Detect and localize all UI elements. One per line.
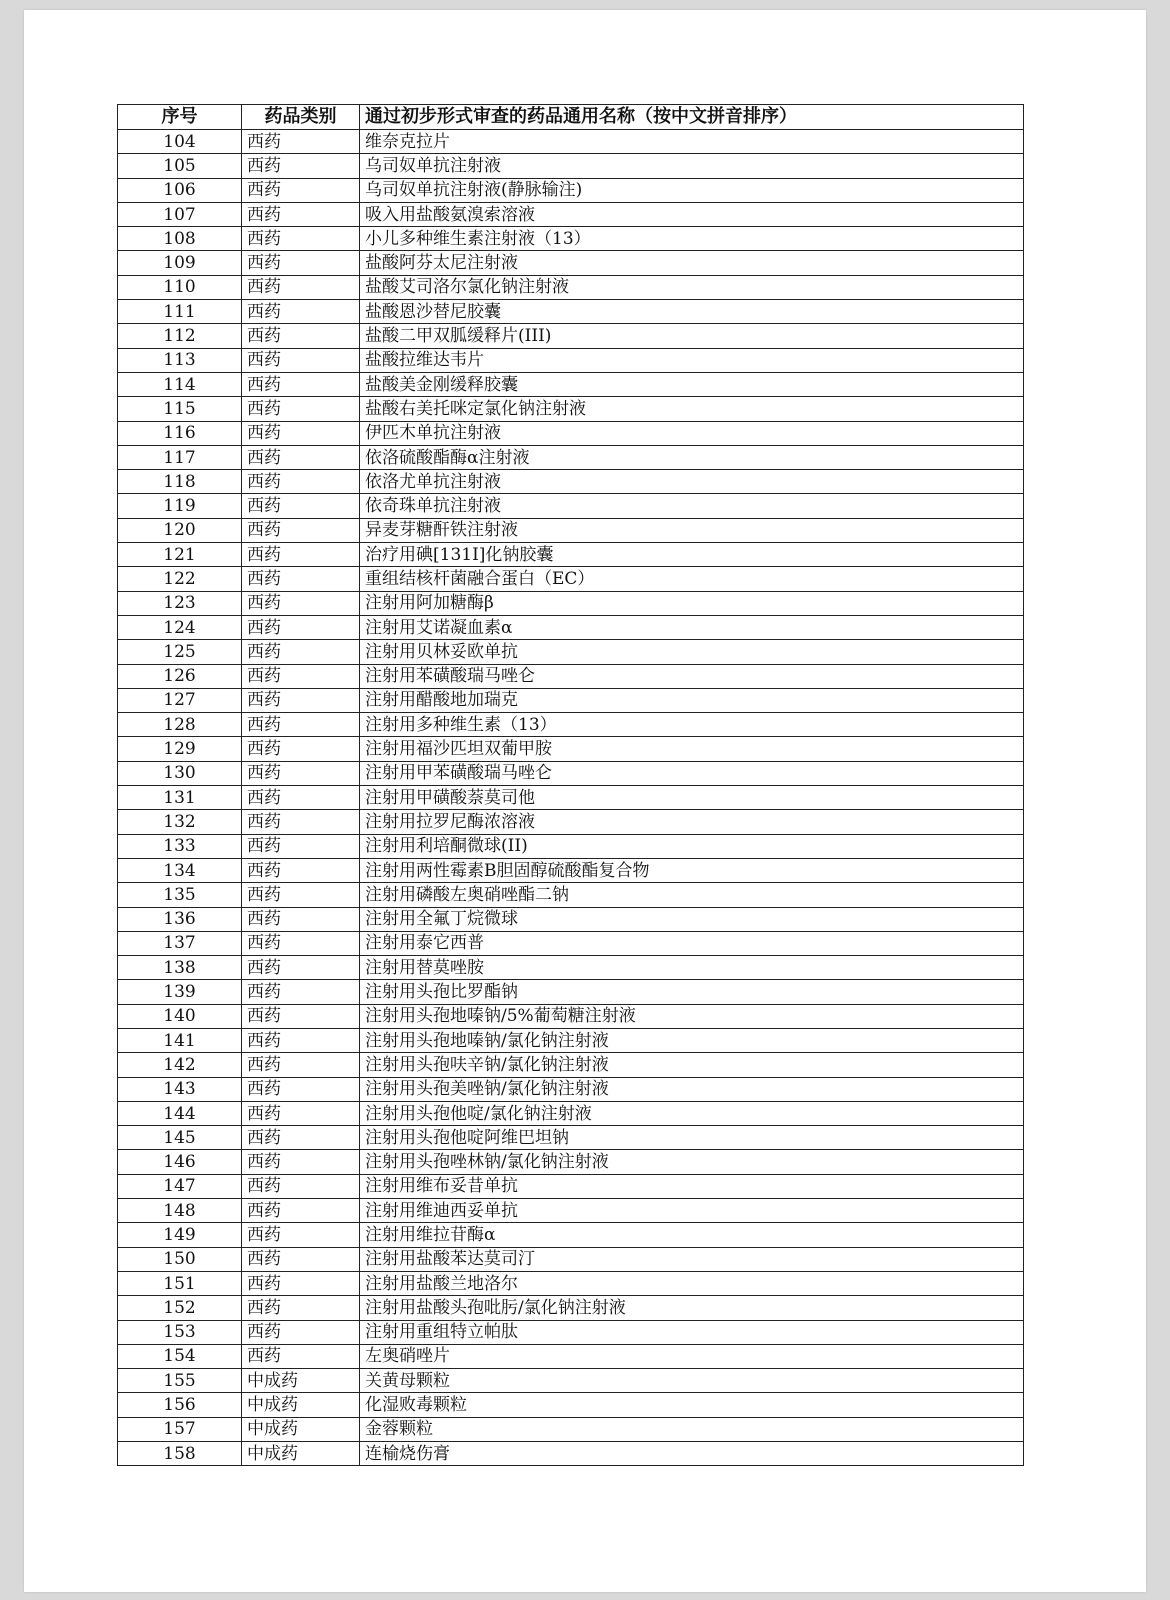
table-row [118,931,1024,955]
cell-drug-name: 注射用全氟丁烷微球 [360,907,1024,931]
cell-drug-name: 盐酸二甲双胍缓释片(III) [360,324,1024,348]
cell-drug-name: 注射用头孢他啶/氯化钠注射液 [360,1101,1024,1125]
table-row [118,567,1024,591]
cell-serial-number: 109 [118,251,242,275]
cell-serial-number: 125 [118,640,242,664]
cell-serial-number: 122 [118,567,242,591]
cell-drug-category: 西药 [242,883,360,907]
cell-drug-category: 西药 [242,1223,360,1247]
cell-drug-category: 西药 [242,615,360,639]
cell-drug-category: 中成药 [242,1442,360,1466]
cell-drug-category: 西药 [242,1296,360,1320]
cell-drug-category: 西药 [242,907,360,931]
cell-drug-category: 西药 [242,956,360,980]
cell-serial-number: 142 [118,1053,242,1077]
cell-drug-name: 注射用盐酸兰地洛尔 [360,1271,1024,1295]
cell-serial-number: 134 [118,858,242,882]
table-row [118,858,1024,882]
cell-drug-category: 西药 [242,1344,360,1368]
cell-drug-name: 金蓉颗粒 [360,1417,1024,1441]
cell-drug-name: 注射用维迪西妥单抗 [360,1199,1024,1223]
table-row [118,470,1024,494]
cell-drug-name: 乌司奴单抗注射液 [360,154,1024,178]
cell-serial-number: 158 [118,1442,242,1466]
cell-drug-name: 盐酸恩沙替尼胶囊 [360,300,1024,324]
cell-drug-category: 西药 [242,372,360,396]
cell-drug-category: 西药 [242,251,360,275]
cell-drug-category: 西药 [242,1320,360,1344]
table-row [118,494,1024,518]
cell-drug-name: 依洛尤单抗注射液 [360,470,1024,494]
cell-drug-name: 注射用头孢地嗪钠/氯化钠注射液 [360,1028,1024,1052]
cell-drug-category: 西药 [242,640,360,664]
cell-serial-number: 143 [118,1077,242,1101]
cell-serial-number: 116 [118,421,242,445]
cell-drug-name: 注射用苯磺酸瑞马唑仑 [360,664,1024,688]
cell-serial-number: 156 [118,1393,242,1417]
table-row [118,1393,1024,1417]
cell-drug-category: 西药 [242,1077,360,1101]
cell-drug-name: 维奈克拉片 [360,130,1024,154]
cell-drug-category: 西药 [242,1126,360,1150]
cell-drug-name: 依洛硫酸酯酶α注射液 [360,445,1024,469]
cell-drug-name: 注射用磷酸左奥硝唑酯二钠 [360,883,1024,907]
cell-drug-category: 西药 [242,470,360,494]
cell-drug-category: 西药 [242,1199,360,1223]
table-row [118,178,1024,202]
cell-drug-category: 西药 [242,1174,360,1198]
cell-drug-category: 西药 [242,1028,360,1052]
cell-drug-category: 西药 [242,397,360,421]
cell-serial-number: 104 [118,130,242,154]
cell-serial-number: 157 [118,1417,242,1441]
cell-drug-category: 中成药 [242,1369,360,1393]
table-row [118,275,1024,299]
cell-drug-category: 西药 [242,445,360,469]
cell-serial-number: 112 [118,324,242,348]
table-row [118,713,1024,737]
header-drug-name: 通过初步形式审查的药品通用名称（按中文拼音排序） [360,105,1024,130]
document-page [24,10,1146,1592]
cell-drug-category: 西药 [242,567,360,591]
cell-serial-number: 110 [118,275,242,299]
cell-drug-category: 西药 [242,664,360,688]
cell-serial-number: 113 [118,348,242,372]
cell-drug-category: 西药 [242,178,360,202]
cell-serial-number: 140 [118,1004,242,1028]
drug-list-table [117,104,1024,1466]
cell-drug-name: 注射用盐酸头孢吡肟/氯化钠注射液 [360,1296,1024,1320]
cell-drug-name: 注射用替莫唑胺 [360,956,1024,980]
cell-drug-name: 连榆烧伤膏 [360,1442,1024,1466]
cell-drug-category: 西药 [242,348,360,372]
cell-drug-category: 西药 [242,858,360,882]
cell-serial-number: 105 [118,154,242,178]
cell-drug-name: 盐酸右美托咪定氯化钠注射液 [360,397,1024,421]
cell-drug-category: 西药 [242,931,360,955]
cell-serial-number: 119 [118,494,242,518]
table-row [118,980,1024,1004]
cell-serial-number: 118 [118,470,242,494]
cell-serial-number: 136 [118,907,242,931]
table-row [118,348,1024,372]
table-row [118,834,1024,858]
cell-drug-name: 关黄母颗粒 [360,1369,1024,1393]
table-row [118,227,1024,251]
table-row [118,615,1024,639]
table-row [118,300,1024,324]
cell-serial-number: 131 [118,786,242,810]
cell-drug-name: 注射用维拉苷酶α [360,1223,1024,1247]
cell-serial-number: 120 [118,518,242,542]
cell-drug-name: 注射用盐酸苯达莫司汀 [360,1247,1024,1271]
cell-drug-category: 西药 [242,1271,360,1295]
cell-drug-name: 注射用多种维生素（13） [360,713,1024,737]
cell-drug-name: 伊匹木单抗注射液 [360,421,1024,445]
table-row [118,324,1024,348]
cell-serial-number: 132 [118,810,242,834]
table-row [118,1223,1024,1247]
cell-drug-category: 西药 [242,275,360,299]
cell-serial-number: 153 [118,1320,242,1344]
cell-drug-name: 注射用头孢比罗酯钠 [360,980,1024,1004]
cell-drug-name: 注射用两性霉素B胆固醇硫酸酯复合物 [360,858,1024,882]
table-body [118,130,1024,1466]
cell-drug-name: 左奥硝唑片 [360,1344,1024,1368]
table-row [118,202,1024,226]
table-row [118,1150,1024,1174]
cell-drug-name: 注射用头孢唑林钠/氯化钠注射液 [360,1150,1024,1174]
cell-drug-category: 西药 [242,810,360,834]
table-row [118,737,1024,761]
cell-drug-name: 小儿多种维生素注射液（13） [360,227,1024,251]
table-row [118,1053,1024,1077]
table-row [118,154,1024,178]
cell-drug-category: 西药 [242,227,360,251]
table-row [118,1174,1024,1198]
cell-drug-category: 西药 [242,713,360,737]
cell-drug-name: 吸入用盐酸氨溴索溶液 [360,202,1024,226]
table-row [118,1126,1024,1150]
table-row [118,1247,1024,1271]
cell-drug-name: 注射用醋酸地加瑞克 [360,688,1024,712]
table-row [118,1442,1024,1466]
cell-drug-category: 西药 [242,980,360,1004]
cell-drug-name: 治疗用碘[131I]化钠胶囊 [360,543,1024,567]
table-row [118,1028,1024,1052]
cell-drug-category: 西药 [242,543,360,567]
cell-drug-name: 盐酸美金刚缓释胶囊 [360,372,1024,396]
table-row [118,518,1024,542]
cell-drug-name: 注射用泰它西普 [360,931,1024,955]
cell-serial-number: 152 [118,1296,242,1320]
cell-drug-category: 西药 [242,518,360,542]
cell-drug-name: 注射用拉罗尼酶浓溶液 [360,810,1024,834]
table-row [118,1101,1024,1125]
table-row [118,445,1024,469]
cell-drug-category: 西药 [242,1101,360,1125]
cell-serial-number: 141 [118,1028,242,1052]
cell-serial-number: 124 [118,615,242,639]
cell-drug-category: 西药 [242,154,360,178]
cell-serial-number: 130 [118,761,242,785]
cell-drug-name: 注射用头孢地嗪钠/5%葡萄糖注射液 [360,1004,1024,1028]
cell-drug-name: 注射用头孢美唑钠/氯化钠注射液 [360,1077,1024,1101]
cell-drug-name: 盐酸拉维达韦片 [360,348,1024,372]
table-row [118,421,1024,445]
table-row [118,1320,1024,1344]
cell-drug-name: 注射用维布妥昔单抗 [360,1174,1024,1198]
table-row [118,883,1024,907]
header-drug-category: 药品类别 [242,105,360,130]
cell-drug-name: 化湿败毒颗粒 [360,1393,1024,1417]
cell-serial-number: 155 [118,1369,242,1393]
cell-serial-number: 127 [118,688,242,712]
cell-serial-number: 121 [118,543,242,567]
cell-serial-number: 107 [118,202,242,226]
cell-drug-name: 注射用贝林妥欧单抗 [360,640,1024,664]
cell-drug-category: 西药 [242,421,360,445]
cell-serial-number: 117 [118,445,242,469]
table-row [118,761,1024,785]
table-row [118,786,1024,810]
table-row [118,1369,1024,1393]
table-row [118,591,1024,615]
cell-drug-category: 西药 [242,591,360,615]
cell-drug-name: 注射用甲苯磺酸瑞马唑仑 [360,761,1024,785]
cell-drug-name: 依奇珠单抗注射液 [360,494,1024,518]
cell-serial-number: 106 [118,178,242,202]
cell-serial-number: 137 [118,931,242,955]
cell-drug-name: 注射用福沙匹坦双葡甲胺 [360,737,1024,761]
cell-drug-name: 注射用甲磺酸萘莫司他 [360,786,1024,810]
table-header-row [118,105,1024,130]
cell-drug-category: 西药 [242,130,360,154]
table-row [118,640,1024,664]
cell-serial-number: 128 [118,713,242,737]
table-row [118,130,1024,154]
cell-serial-number: 111 [118,300,242,324]
cell-drug-name: 注射用头孢他啶阿维巴坦钠 [360,1126,1024,1150]
cell-serial-number: 149 [118,1223,242,1247]
cell-drug-category: 西药 [242,761,360,785]
cell-serial-number: 148 [118,1199,242,1223]
table-row [118,1271,1024,1295]
cell-drug-category: 西药 [242,1150,360,1174]
cell-drug-name: 异麦芽糖酐铁注射液 [360,518,1024,542]
cell-drug-category: 西药 [242,324,360,348]
table-row [118,251,1024,275]
cell-serial-number: 126 [118,664,242,688]
table-row [118,688,1024,712]
cell-serial-number: 133 [118,834,242,858]
cell-drug-category: 西药 [242,737,360,761]
cell-drug-name: 注射用利培酮微球(II) [360,834,1024,858]
cell-serial-number: 114 [118,372,242,396]
cell-drug-category: 西药 [242,834,360,858]
cell-drug-name: 注射用阿加糖酶β [360,591,1024,615]
cell-drug-category: 西药 [242,688,360,712]
table-row [118,664,1024,688]
cell-serial-number: 151 [118,1271,242,1295]
table-row [118,810,1024,834]
table-row [118,1077,1024,1101]
table-row [118,1199,1024,1223]
cell-drug-name: 重组结核杆菌融合蛋白（EC） [360,567,1024,591]
cell-drug-category: 西药 [242,1053,360,1077]
cell-serial-number: 145 [118,1126,242,1150]
cell-serial-number: 144 [118,1101,242,1125]
cell-drug-category: 西药 [242,202,360,226]
cell-serial-number: 135 [118,883,242,907]
table-row [118,956,1024,980]
cell-serial-number: 139 [118,980,242,1004]
cell-drug-category: 西药 [242,1004,360,1028]
cell-drug-category: 西药 [242,494,360,518]
cell-serial-number: 115 [118,397,242,421]
cell-drug-category: 中成药 [242,1417,360,1441]
cell-serial-number: 146 [118,1150,242,1174]
cell-drug-name: 盐酸艾司洛尔氯化钠注射液 [360,275,1024,299]
cell-serial-number: 138 [118,956,242,980]
header-serial-number: 序号 [118,105,242,130]
cell-serial-number: 129 [118,737,242,761]
cell-drug-category: 西药 [242,786,360,810]
table-row [118,1344,1024,1368]
table-row [118,1417,1024,1441]
cell-serial-number: 150 [118,1247,242,1271]
table-row [118,1004,1024,1028]
cell-serial-number: 147 [118,1174,242,1198]
cell-drug-name: 注射用重组特立帕肽 [360,1320,1024,1344]
cell-drug-name: 盐酸阿芬太尼注射液 [360,251,1024,275]
table-row [118,907,1024,931]
table-row [118,543,1024,567]
cell-drug-category: 西药 [242,1247,360,1271]
table-row [118,397,1024,421]
table-row [118,372,1024,396]
cell-drug-name: 注射用头孢呋辛钠/氯化钠注射液 [360,1053,1024,1077]
cell-serial-number: 108 [118,227,242,251]
cell-serial-number: 123 [118,591,242,615]
cell-drug-category: 西药 [242,300,360,324]
cell-serial-number: 154 [118,1344,242,1368]
cell-drug-name: 注射用艾诺凝血素α [360,615,1024,639]
table-row [118,1296,1024,1320]
cell-drug-name: 乌司奴单抗注射液(静脉输注) [360,178,1024,202]
cell-drug-category: 中成药 [242,1393,360,1417]
